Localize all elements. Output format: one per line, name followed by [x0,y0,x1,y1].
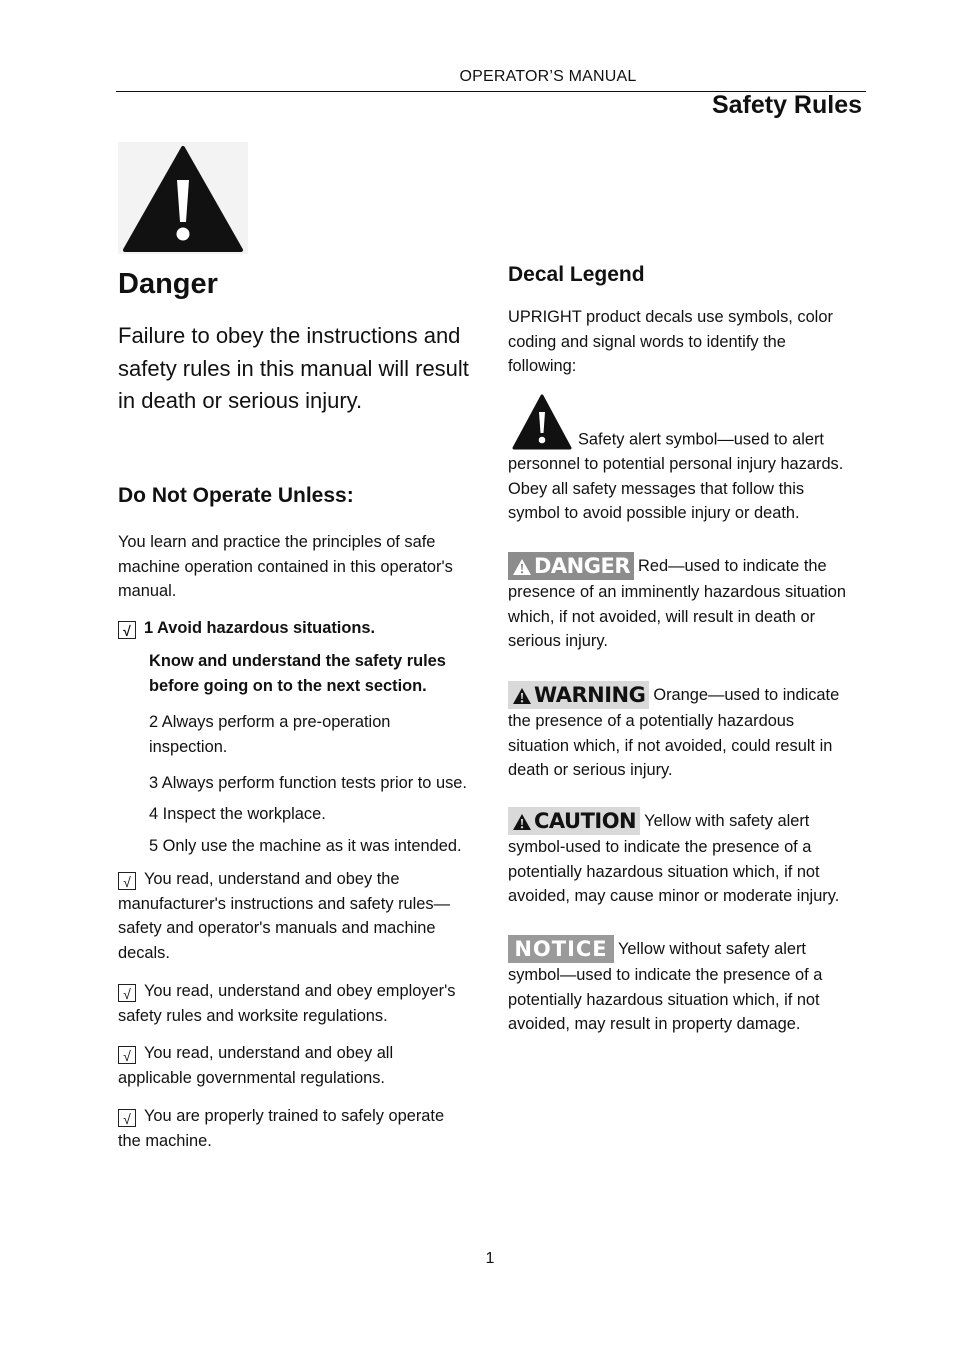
step-5: 5 Only use the machine as it was intended. [149,837,462,855]
condition-1 [118,867,470,965]
check-box-icon: √ [118,1109,136,1127]
caution-badge-label: CAUTION [534,809,637,833]
warning-triangle-icon [512,813,532,831]
step-4: 4 Inspect the workplace. [149,805,326,823]
condition-2 [118,979,478,1028]
decal-legend-intro: UPRIGHT product decals use symbols, color coding and signal words to identify the following: [508,308,833,376]
do-not-operate-heading: Do Not Operate Unless: [118,484,354,507]
condition-3 [118,1041,418,1090]
caution-decal-text: Yellow with safety alert symbol-used to indicate the presence of a potentially hazardous situation which, if not avoided, may cause minor or moderate injury. [508,812,840,906]
step-3: 3 Always perform function tests prior to use. [149,774,467,792]
condition-text: You read, understand and obey employer's safety rules and worksite regulations. [118,982,456,1025]
warning-decal-text: Orange—used to indicate the presence of a potentially hazardous situation which, if not avoided, could result in death or serious injury. [508,686,840,780]
check-box-icon: √ [118,621,136,639]
step-2: 2 Always perform a pre-operation inspection. [149,713,391,756]
danger-intro: Failure to obey the instructions and safety rules in this manual will result in death or serious injury. [118,323,469,413]
danger-heading: Danger [118,268,218,300]
caution-badge [508,807,640,835]
danger-decal-text: Red—used to indicate the presence of an imminently hazardous situation which, if not avoided, will result in death or serious injury. [508,557,847,651]
step-1-title: 1 Avoid hazardous situations. [144,619,376,637]
condition-text: You are properly trained to safely operate the machine. [118,1107,445,1150]
section-title: Safety Rules [711,91,862,119]
warning-badge-label: WARNING [534,683,646,707]
notice-decal-text: Yellow without safety alert symbol—used to indicate the presence of a potentially hazardous situation which, if not avoided, may result in property damage. [508,940,823,1034]
condition-text: You read, understand and obey all applicable governmental regulations. [118,1044,394,1087]
check-box-icon: √ [118,1046,136,1064]
warning-triangle-icon [512,687,532,705]
alert-symbol-entry [508,392,858,526]
danger-decal-entry [508,552,860,654]
caution-decal-entry [508,807,868,909]
check-box-icon: √ [118,984,136,1002]
step-1-note: Know and understand the safety rules before going on to the next section. [149,652,446,695]
check-box-icon: √ [118,872,136,890]
warning-triangle-icon [512,558,532,576]
danger-badge-label: DANGER [534,554,631,578]
notice-decal-entry [508,935,860,1037]
warning-triangle-icon [118,142,248,254]
decal-legend-heading: Decal Legend [508,263,645,286]
safety-alert-icon [508,392,572,452]
alert-symbol-text: Safety alert symbol—used to alert personnel to potential personal injury hazards. Obey all safety messages that follow this symbol to avoid possible injury or death. [508,430,844,523]
manual-header: OPERATOR’S MANUAL [459,68,637,85]
danger-badge [508,552,634,580]
warning-badge [508,681,649,709]
notice-badge: NOTICE [508,935,614,963]
do-not-operate-lead: You learn and practice the principles of safe machine operation contained in this operator's manual. [118,533,453,601]
condition-4 [118,1104,470,1153]
page-number: 1 [485,1250,495,1267]
condition-text: You read, understand and obey the manufacturer's instructions and safety rules—safety and operator's manuals and machine decals. [118,870,450,962]
warning-decal-entry [508,681,858,783]
step-1-item [118,616,478,641]
